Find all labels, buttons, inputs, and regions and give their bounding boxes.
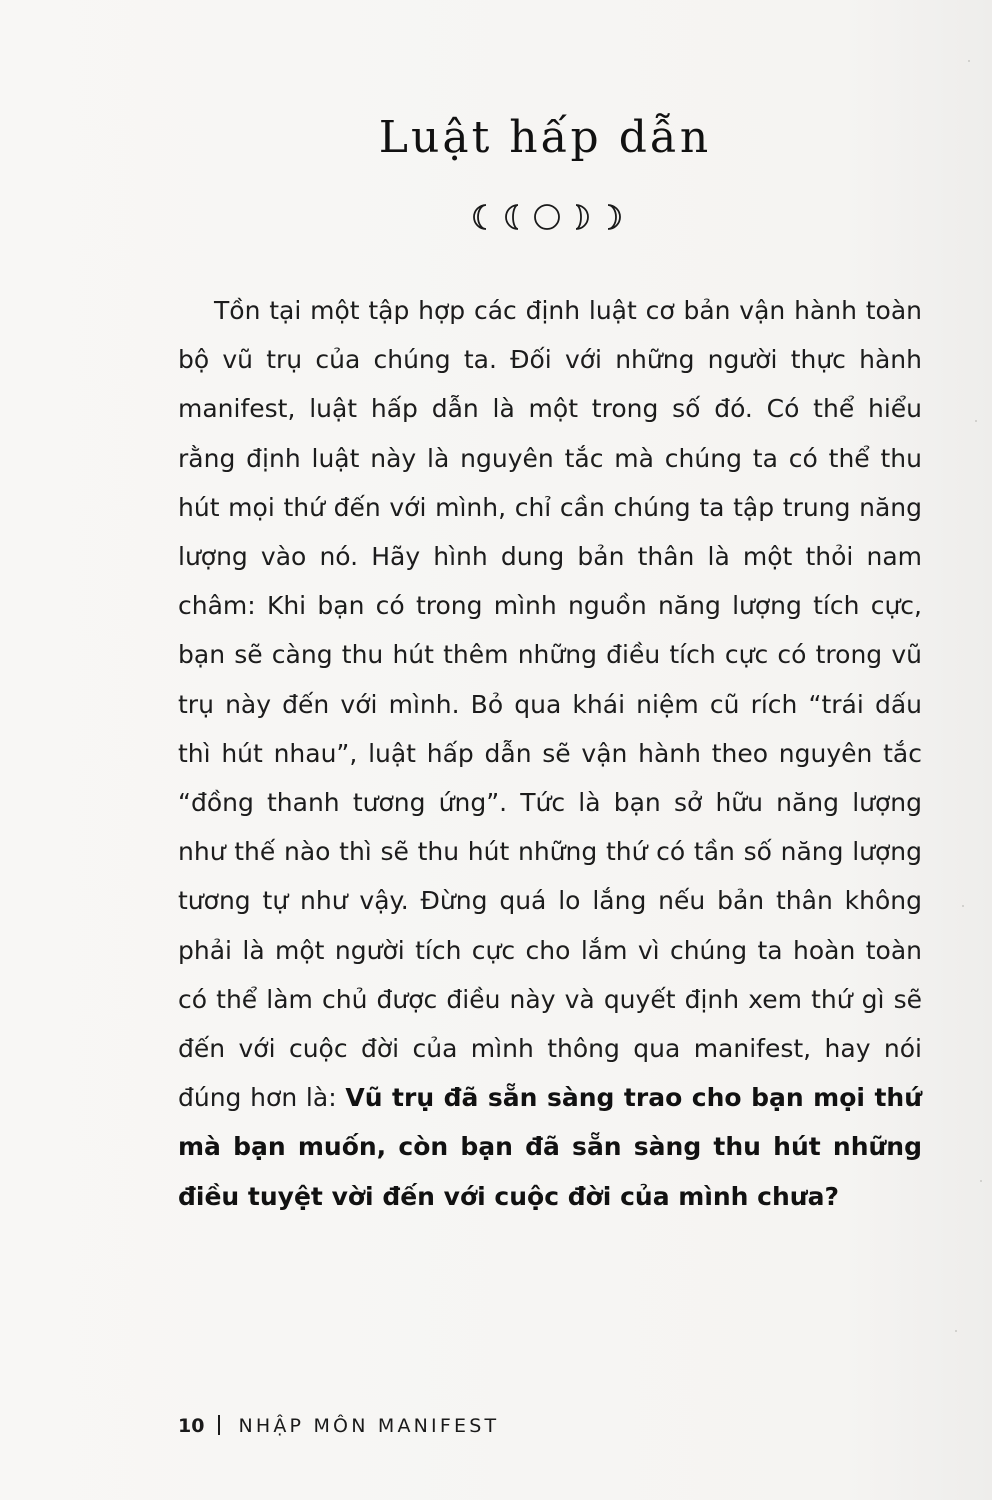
- page-footer: [178, 1415, 499, 1437]
- crescent-moon-left-inner-icon: [506, 205, 518, 229]
- paper-speck: [962, 905, 964, 907]
- paper-speck: [955, 1330, 957, 1332]
- paper-speck: [968, 60, 970, 62]
- crescent-moon-left-outer-icon: [474, 205, 486, 229]
- chapter-title: Luật hấp dẫn: [378, 112, 712, 163]
- full-moon-icon: [535, 205, 559, 229]
- crescent-moon-right-outer-icon: [608, 205, 620, 229]
- paper-speck: [975, 420, 977, 422]
- body-emphasis-text: Vũ trụ đã sẵn sàng trao cho bạn mọi thứ mà bạn muốn, còn bạn đã sẵn sàng thu hút những điều tuyệt vời đến với cuộc đời của mình chưa?: [178, 1083, 923, 1211]
- paper-speck: [980, 1180, 982, 1182]
- crescent-moon-right-inner-icon: [576, 205, 588, 229]
- page-number: 10: [178, 1415, 205, 1437]
- footer-divider: [218, 1415, 220, 1435]
- body-intro-text: Tồn tại một tập hợp các định luật cơ bản vận hành toàn bộ vũ trụ của chúng ta. Đối với những người thực hành manifest, luật hấp dẫn là một trong số đó. Có thể hiểu rằng định luật này là nguyên tắc mà chúng ta có thể thu hút mọi thứ đến với mình, chỉ cần chúng ta tập trung năng lượng vào nó. Hãy hình dung bản thân là một thỏi nam châm: Khi bạn có trong mình nguồn năng lượng tích cực, bạn sẽ càng thu hút thêm những điều tích cực có trong vũ trụ này đến với mình. Bỏ qua khái niệm cũ rích “trái dấu thì hút nhau”, luật hấp dẫn sẽ vận hành theo nguyên tắc “đồng thanh tương ứng”. Tức là bạn sở hữu năng lượng như thế nào thì sẽ thu hút những thứ có tần số năng lượng tương tự như vậy. Đừng quá lo lắng nếu bản thân không phải là một người tích cực cho lắm vì chúng ta hoàn toàn có thể làm chủ được điều này và quyết định xem thứ gì sẽ đến với cuộc đời của mình thông qua manifest, hay nói đúng hơn là:: [178, 296, 922, 1113]
- moon-phases-icon: [472, 200, 622, 234]
- running-book-title: NHẬP MÔN MANIFEST: [238, 1415, 500, 1437]
- body-paragraph: [178, 286, 922, 1221]
